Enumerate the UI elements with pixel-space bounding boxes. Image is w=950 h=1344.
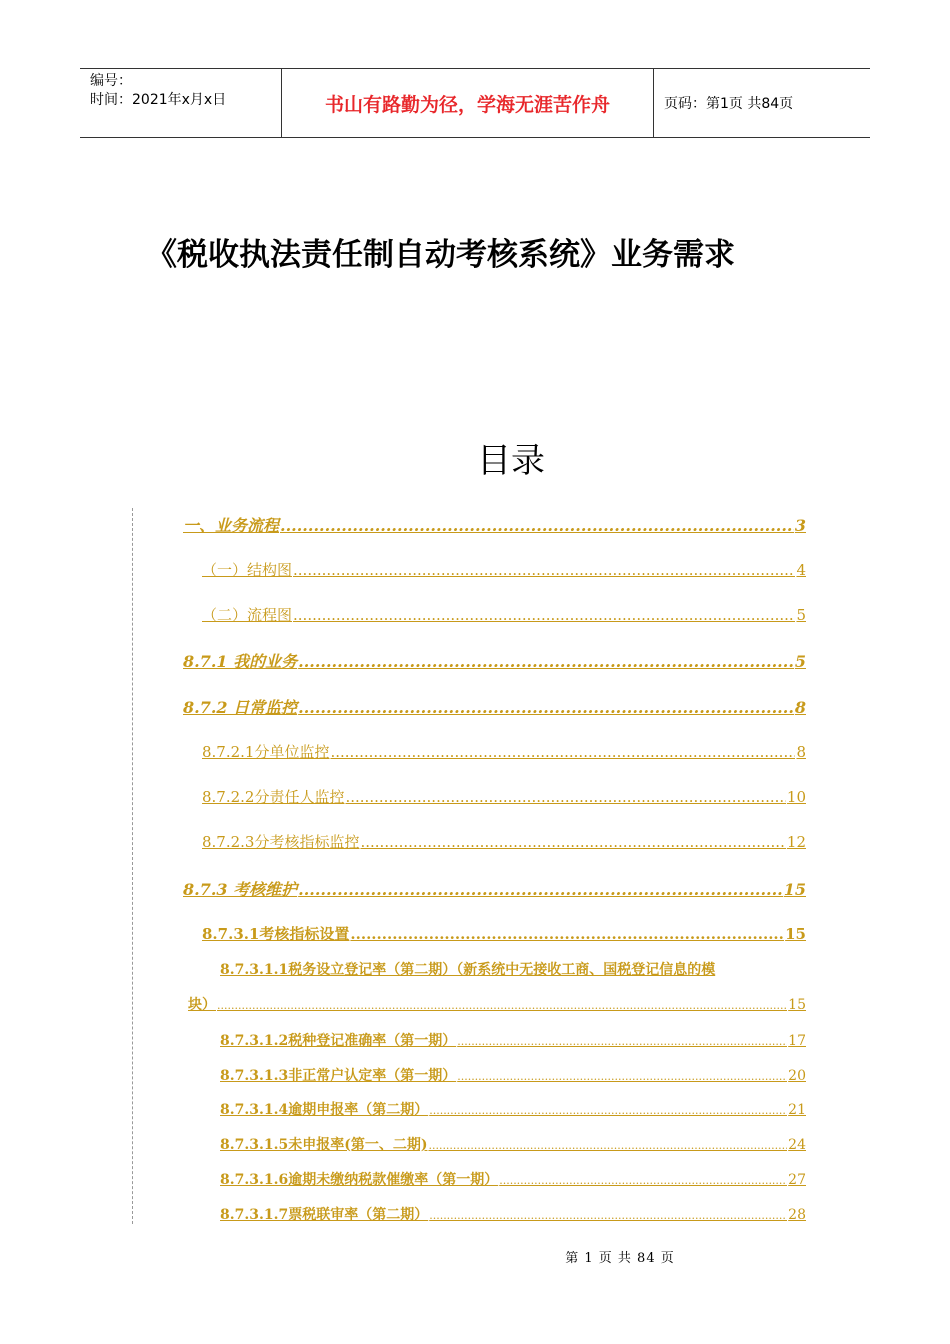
toc-page-number: 21: [788, 1102, 806, 1118]
toc-link-invoice-tax-review-rate[interactable]: [220, 1204, 806, 1224]
toc-link-label: 8.7.3.1.5未申报率(第一、二期): [220, 1137, 428, 1153]
toc-link-registration-rate-line1[interactable]: 8.7.3.1.1税务设立登记率（第二期）（新系统中无接收工商、国税登记信息的模: [220, 962, 716, 978]
document-title: 《税收执法责任制自动考核系统》业务需求: [146, 237, 735, 273]
toc-page-number: 17: [788, 1033, 806, 1049]
toc-leader-dots: [217, 999, 787, 1012]
toc-link-unit-monitoring[interactable]: [202, 741, 806, 762]
toc-leader-dots: [429, 1104, 787, 1117]
toc-page-number: 24: [788, 1137, 806, 1153]
header-table: [80, 68, 870, 138]
toc-link-daily-monitoring[interactable]: [183, 695, 806, 718]
toc-leader-dots: [499, 1174, 787, 1187]
toc-page-number: 8: [794, 698, 806, 717]
toc-link-label: 块）: [188, 997, 216, 1013]
toc-leader-dots: [345, 788, 785, 806]
toc-page-number: 5: [796, 606, 806, 624]
toc-heading: 目录: [477, 441, 545, 481]
toc-page-number: 20: [788, 1068, 806, 1084]
toc-link-label: （一）结构图: [202, 561, 293, 579]
toc-link-overdue-payment-collection-rate[interactable]: [220, 1169, 806, 1189]
toc-link-tax-type-accuracy[interactable]: [220, 1030, 806, 1050]
toc-page-number: 27: [788, 1172, 806, 1188]
toc-margin-bar: [132, 508, 133, 1224]
toc-link-overdue-filing-rate[interactable]: [220, 1099, 806, 1119]
toc-leader-dots: [280, 516, 794, 535]
toc-link-label: 8.7.2.1分单位监控: [202, 743, 330, 761]
toc-link-label: 8.7.2.3分考核指标监控: [202, 833, 360, 851]
toc-link-label: 8.7.1 我的业务: [183, 652, 298, 671]
toc-leader-dots: [360, 833, 785, 851]
toc-link-label: （二）流程图: [202, 606, 293, 624]
toc-leader-dots: [429, 1209, 787, 1222]
toc-link-my-business[interactable]: [183, 649, 806, 672]
toc-link-label: 8.7.3 考核维护: [183, 880, 298, 899]
toc-page-number: 8: [796, 743, 806, 761]
toc-link-label: 8.7.3.1.4逾期申报率（第二期）: [220, 1102, 429, 1118]
toc-leader-dots: [330, 743, 795, 761]
toc-leader-dots: [457, 1035, 787, 1048]
toc-leader-dots: [293, 561, 795, 579]
toc-leader-dots: [298, 652, 794, 671]
toc-leader-dots: [293, 606, 795, 624]
toc-link-abnormal-household-rate[interactable]: [220, 1065, 806, 1085]
toc-link-assessment-maintenance[interactable]: [183, 877, 806, 900]
page-footer: 第 1 页 共 84 页: [565, 1251, 675, 1266]
toc-page-number: 15: [783, 880, 806, 899]
toc-page-number: 10: [786, 788, 806, 806]
toc-page-number: 15: [788, 997, 806, 1013]
header-meta-cell: [80, 69, 281, 137]
toc-page-number: 5: [794, 652, 806, 671]
document-time-label: 时间：2021年x月x日: [90, 92, 227, 108]
toc-link-indicator-settings[interactable]: [202, 923, 806, 944]
toc-page-number: 3: [794, 516, 806, 535]
toc-leader-dots: [428, 1139, 787, 1152]
toc-link-structure-diagram[interactable]: [202, 559, 806, 580]
toc-link-indicator-monitoring[interactable]: [202, 831, 806, 852]
toc-page-number: 12: [786, 833, 806, 851]
toc-link-responsible-person-monitoring[interactable]: [202, 786, 806, 807]
header-page-info: 页码：第1页 共84页: [664, 96, 794, 112]
toc-page-number: 15: [785, 925, 806, 943]
toc-page-number: 4: [796, 561, 806, 579]
toc-link-non-filing-rate[interactable]: [220, 1134, 806, 1154]
toc-link-label: 8.7.2 日常监控: [183, 698, 298, 717]
toc-link-flow-diagram[interactable]: [202, 604, 806, 625]
toc-link-label: 8.7.3.1考核指标设置: [202, 925, 350, 943]
toc-leader-dots: [350, 925, 784, 943]
toc-link-label: 8.7.3.1.6逾期未缴纳税款催缴率（第一期）: [220, 1172, 499, 1188]
document-number-label: 编号：: [90, 73, 132, 89]
toc-leader-dots: [457, 1070, 787, 1083]
toc-leader-dots: [298, 880, 783, 899]
toc-leader-dots: [298, 698, 794, 717]
toc-link-label: 8.7.3.1.3非正常户认定率（第一期）: [220, 1068, 457, 1084]
toc-page-number: 28: [788, 1207, 806, 1223]
toc-link-registration-rate-line2[interactable]: [188, 994, 806, 1014]
header-motto: 书山有路勤为径，学海无涯苦作舟: [281, 69, 654, 137]
toc-link-business-process[interactable]: [183, 513, 806, 536]
toc-link-label: 一、业务流程: [183, 516, 280, 535]
toc-link-label: 8.7.3.1.2税种登记准确率（第一期）: [220, 1033, 457, 1049]
toc-link-label: 8.7.2.2分责任人监控: [202, 788, 345, 806]
toc-link-label: 8.7.3.1.7票税联审率（第二期）: [220, 1207, 429, 1223]
